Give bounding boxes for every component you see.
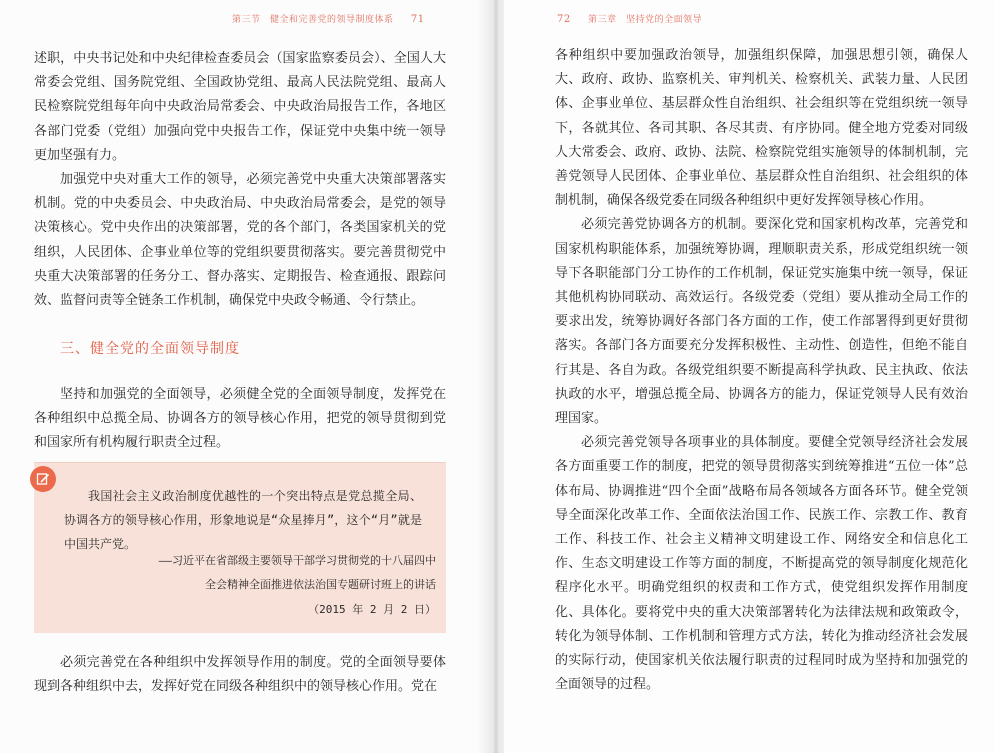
left-paragraph-bottom: 必须完善党在各种组织中发挥领导作用的制度。党的全面领导要体现到各种组织中去，发挥好党在同级各种组织中的领导核心作用。党在: [34, 655, 446, 695]
left-paragraph-1: 述职，中央书记处和中央纪律检查委员会（国家监察委员会）、全国人大常委会党组、国务院党组、全国政协党组、最高人民法院党组、最高人民检察院党组每年向中央政治局常委会、中央政治局报告工作，各地区各部门党委（党组）加强向党中央报告工作，保证党中央集中统一领导更加坚强有力。: [34, 51, 446, 163]
right-paragraph-1: 各种组织中要加强政治领导，加强组织保障，加强思想引领，确保人大、政府、政协、监察机关、审判机关、检察机关、武装力量、人民团体、企事业单位、基层群众性自治组织、社会组织等在党组织统一领导下，各就其位、各司其职、各尽其责、有序协同。健全地方党委对同级人大常委会、政府、政协、法院、检察院党组实施领导的体制机制，完善党领导人民团体、企事业单位、基层群众性自治组织、社会组织的体制机制，确保各级党委在同级各种组织中更好发挥领导核心作用。: [555, 48, 968, 209]
left-running-head: [232, 12, 439, 25]
right-paragraph-2: 必须完善党协调各方的机制。要深化党和国家机构改革，完善党和国家机构职能体系，加强统筹协调，理顺职责关系，形成党组织统一领导下各职能部门分工协作的工作机制，保证党实施集中统一领导，保证其他机构协同联动、高效运行。各级党委（党组）要从推动全局工作的要求出发，统筹协调好各部门各方面的工作，使工作部署得到更好贯彻落实。各部门各方面要充分发挥积极性、主动性、创造性，但绝不能自行其是、各自为政。各级党组织要不断提高科学执政、民主执政、依法执政的水平，增强总揽全局、协调各方的能力，保证党领导人民有效治理国家。: [555, 217, 968, 427]
pencil-note-icon: [30, 466, 56, 492]
left-body-top: [34, 47, 446, 313]
right-page-number: 72: [557, 14, 571, 25]
left-body-intro: [34, 383, 446, 456]
left-body-bottom: [34, 651, 446, 699]
right-paragraph-3: 必须完善党领导各项事业的具体制度。要健全党领导经济社会发展各方面重要工作的制度，把党的领导贯彻落实到统筹推进“五位一体”总体布局、协调推进“四个全面”战略布局各领域各方面各环节。健全党领导全面深化改革工作、全面依法治国工作、民族工作、宗教工作、教育工作、科技工作、社会主义精神文明建设工作、网络安全和信息化工作、生态文明建设工作等方面的制度，不断提高党的领导制度化规范化程序化水平。明确党组织的权责和工作方式，使党组织发挥作用制度化、具体化。要将党中央的重大决策部署转化为法律法规和政策政令，转化为领导体制、工作机制和管理方式方法，转化为推动经济社会发展的实际行动，使国家机关依法履行职责的过程同时成为坚持和加强党的全面领导的过程。: [555, 435, 968, 693]
left-section-title: 第三节 健全和完善党的领导制度体系: [232, 15, 394, 25]
quote-attribution-date: （2015 年 2 月 2 日）: [308, 603, 436, 616]
quote-attribution-line1: ——习近平在省部级主要领导干部学习贯彻党的十八届四中: [158, 554, 436, 567]
left-paragraph-intro: 坚持和加强党的全面领导，必须健全党的全面领导制度，发挥党在各种组织中总揽全局、协调各方的领导核心作用，把党的领导贯彻到党和国家所有机构履行职责全过程。: [34, 387, 446, 451]
right-body: [555, 44, 968, 697]
quote-attribution-line2: 全会精神全面推进依法治国专题研讨班上的讲话: [205, 578, 436, 591]
section-heading: 三、健全党的全面领导制度: [60, 341, 240, 357]
right-chapter-title: 第三章 坚持党的全面领导: [588, 15, 703, 25]
right-running-head: [557, 12, 702, 25]
left-page-number: 71: [410, 14, 425, 25]
left-paragraph-2: 加强党中央对重大工作的领导，必须完善党中央重大决策部署落实机制。党的中央委员会、中央政治局、中央政治局常委会，是党的领导决策核心。党中央作出的决策部署，党的各个部门，各类国家机关的党组织，人民团体、企事业单位等的党组织要贯彻落实。要完善贯彻党中央重大决策部署的任务分工、督办落实、定期报告、检查通报、跟踪问效、监督问责等全链条工作机制，确保党中央政令畅通、令行禁止。: [34, 172, 446, 309]
quote-text: 我国社会主义政治制度优越性的一个突出特点是党总揽全局、协调各方的领导核心作用，形象地说是“众星捧月”，这个“月”就是中国共产党。: [64, 489, 422, 551]
